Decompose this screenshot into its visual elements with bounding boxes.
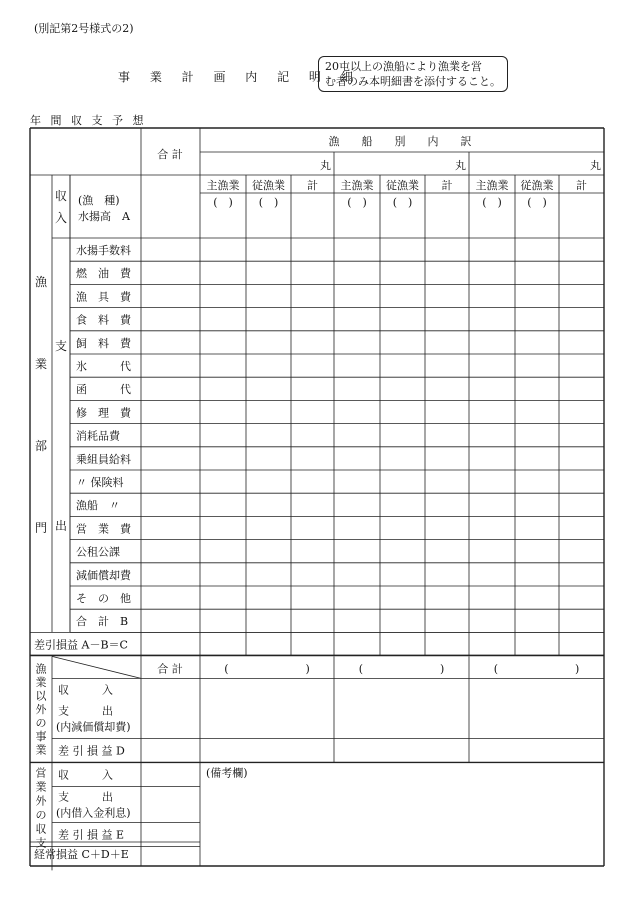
gyogyo-label: 業 bbox=[34, 357, 48, 371]
breakdown-header: 漁 船 別 内 訳 bbox=[328, 135, 472, 148]
expense-row-label: 営 業 費 bbox=[76, 522, 131, 536]
nonop-label: 収 bbox=[35, 822, 47, 836]
paren-secondary: ( ) bbox=[527, 196, 547, 209]
section-title: 年 間 収 支 予 想 bbox=[30, 114, 147, 127]
maru-label: 丸 bbox=[590, 159, 601, 172]
other-paren: ( ) bbox=[493, 662, 580, 676]
other-business-label: 業 bbox=[35, 675, 47, 689]
subheader-secondary: 従漁業 bbox=[520, 179, 554, 192]
expense-row-label: 食 料 費 bbox=[76, 313, 131, 327]
other-business-label: の bbox=[35, 716, 47, 730]
page-title: 事 業 計 画 内 記 明 細 bbox=[118, 70, 361, 84]
expense-row-label: 減価償却費 bbox=[76, 568, 131, 582]
nonop-expense-label: 支 出 bbox=[58, 790, 113, 804]
nonop-interest-label: (内借入金利息) bbox=[56, 806, 131, 820]
other-paren: ( ) bbox=[358, 662, 445, 676]
other-total-header: 合 計 bbox=[157, 662, 183, 676]
paren-secondary: ( ) bbox=[258, 196, 279, 209]
subheader-secondary: 従漁業 bbox=[252, 179, 285, 192]
other-business-label: 外 bbox=[35, 702, 47, 716]
net-profit-c-label: 差引損益 A－B＝C bbox=[34, 638, 128, 652]
expense-row-label: 〃 保険料 bbox=[76, 476, 124, 489]
expense-row-label: そ の 他 bbox=[76, 592, 131, 605]
subheader-main: 主漁業 bbox=[475, 179, 509, 192]
expense-row-label: 氷 代 bbox=[76, 360, 131, 373]
subheader-secondary: 従漁業 bbox=[386, 179, 419, 192]
expense-row-label: 水揚手数料 bbox=[76, 244, 131, 257]
gyogyo-label: 門 bbox=[34, 521, 48, 535]
expense-row-label: 消耗品費 bbox=[76, 429, 120, 443]
paren-main: ( ) bbox=[213, 196, 233, 209]
expense-row-label: 合 計 B bbox=[76, 615, 129, 629]
remarks-label: (備考欄) bbox=[206, 766, 248, 780]
other-business-label: 以 bbox=[35, 689, 47, 703]
expense-row-label: 漁船 〃 bbox=[76, 499, 120, 513]
nonop-label: 外 bbox=[35, 794, 47, 808]
income-label: 入 bbox=[54, 211, 68, 225]
nonop-label: 支 bbox=[35, 836, 47, 850]
maru-label: 丸 bbox=[455, 159, 466, 172]
note-line-1: 20屯以上の漁船により漁業を営 bbox=[325, 60, 482, 73]
expense-row-label: 燃 油 費 bbox=[76, 267, 131, 281]
catch-amount-label: 水揚高 A bbox=[78, 210, 130, 223]
subheader-total: 計 bbox=[576, 179, 587, 192]
other-income-label: 収 入 bbox=[58, 683, 113, 697]
other-business-label: 漁 bbox=[35, 662, 47, 676]
form-number: (別記第2号様式の2) bbox=[34, 22, 134, 35]
total-header: 合 計 bbox=[157, 148, 183, 161]
expense-row-label: 公租公課 bbox=[76, 545, 120, 559]
gyogyo-label: 漁 bbox=[34, 275, 48, 289]
paren-main: ( ) bbox=[347, 196, 367, 209]
nonop-income-label: 収 入 bbox=[58, 768, 113, 782]
subheader-total: 計 bbox=[441, 179, 453, 192]
other-business-label: 事 bbox=[35, 729, 47, 743]
expense-row-label: 函 代 bbox=[76, 383, 131, 397]
other-expense-label: 支 出 bbox=[58, 704, 113, 718]
expense-label: 出 bbox=[54, 519, 68, 533]
nonop-net-e-label: 差 引 損 益 E bbox=[58, 828, 125, 842]
maru-label: 丸 bbox=[320, 159, 331, 172]
expense-row-label: 飼 料 費 bbox=[76, 336, 131, 350]
other-depreciation-label: (内減価償却費) bbox=[56, 720, 131, 734]
expense-row-label: 修 理 費 bbox=[76, 406, 131, 420]
other-paren: ( ) bbox=[224, 662, 310, 676]
table-rule bbox=[52, 656, 141, 678]
paren-main: ( ) bbox=[482, 196, 502, 209]
nonop-label: 営 bbox=[35, 766, 47, 780]
other-net-d-label: 差 引 損 益 D bbox=[58, 744, 125, 758]
ordinary-profit-label: 経常損益 C＋D＋E bbox=[34, 848, 129, 861]
fish-type-label: (漁 種) bbox=[78, 194, 120, 207]
paren-secondary: ( ) bbox=[392, 196, 413, 209]
nonop-label: 業 bbox=[35, 780, 47, 794]
other-business-label: 業 bbox=[35, 743, 47, 757]
expense-row-label: 漁 具 費 bbox=[76, 290, 131, 304]
expense-label: 支 bbox=[54, 339, 68, 353]
subheader-main: 主漁業 bbox=[340, 179, 374, 192]
expense-row-label: 乗組員給料 bbox=[76, 452, 131, 466]
note-line-2: む者のみ本明細書を添付すること。 bbox=[325, 75, 501, 88]
subheader-total: 計 bbox=[307, 179, 318, 192]
subheader-main: 主漁業 bbox=[206, 179, 240, 192]
nonop-label: の bbox=[35, 808, 47, 822]
income-label: 収 bbox=[54, 189, 68, 203]
gyogyo-label: 部 bbox=[34, 439, 48, 453]
